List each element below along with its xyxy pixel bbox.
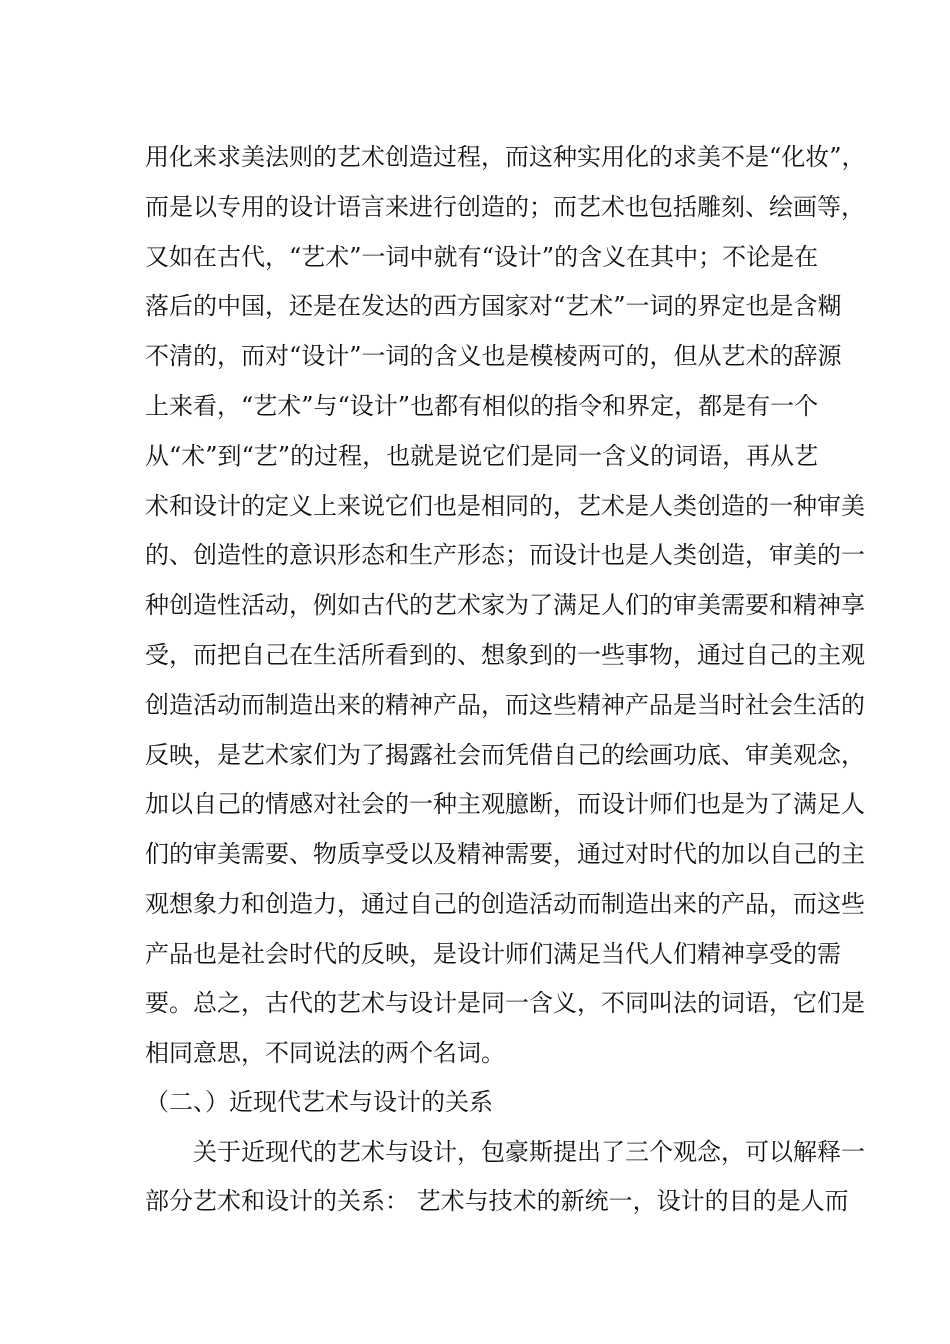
body-line: 种创造性活动，例如古代的艺术家为了满足人们的审美需要和精神享	[145, 591, 865, 619]
body-line: 从“术”到“艺”的过程，也就是说它们是同一含义的词语，再从艺	[145, 442, 819, 470]
body-line: 反映，是艺术家们为了揭露社会而凭借自己的绘画功底、审美观念，	[145, 741, 865, 769]
body-line: 要。总之，古代的艺术与设计是同一含义，不同叫法的词语，它们是	[145, 989, 865, 1017]
section-heading: （二、）近现代艺术与设计的关系	[145, 1088, 493, 1116]
body-line: 用化来求美法则的艺术创造过程，而这种实用化的求美不是“化妆”，	[145, 143, 866, 171]
body-line: 落后的中国，还是在发达的西方国家对“艺术”一词的界定也是含糊	[145, 292, 842, 320]
body-line: 们的审美需要、物质享受以及精神需要，通过对时代的加以自己的主	[145, 840, 865, 868]
body-line: 受，而把自己在生活所看到的、想象到的一些事物，通过自己的主观	[145, 641, 865, 669]
body-line: 关于近现代的艺术与设计，包豪斯提出了三个观念，可以解释一	[193, 1138, 865, 1166]
body-line: 上来看，“艺术”与“设计”也都有相似的指令和界定，都是有一个	[145, 392, 819, 420]
body-line: 相同意思，不同说法的两个名词。	[145, 1039, 505, 1067]
body-line: 加以自己的情感对社会的一种主观臆断，而设计师们也是为了满足人	[145, 790, 865, 818]
body-line: 不清的，而对“设计”一词的含义也是模棱两可的，但从艺术的辞源	[145, 342, 842, 370]
body-line: 产品也是社会时代的反映，是设计师们满足当代人们精神享受的需	[145, 940, 841, 968]
body-line: 而是以专用的设计语言来进行创造的；而艺术也包括雕刻、绘画等，	[145, 193, 865, 221]
body-line: 术和设计的定义上来说它们也是相同的，艺术是人类创造的一种审美	[145, 492, 865, 520]
body-line: 部分艺术和设计的关系： 艺术与技术的新统一，设计的目的是人而	[145, 1187, 849, 1215]
body-line: 又如在古代，“艺术”一词中就有“设计”的含义在其中；不论是在	[145, 243, 819, 271]
body-line: 观想象力和创造力，通过自己的创造活动而制造出来的产品，而这些	[145, 890, 865, 918]
body-line: 创造活动而制造出来的精神产品，而这些精神产品是当时社会生活的	[145, 691, 865, 719]
body-line: 的、创造性的意识形态和生产形态；而设计也是人类创造，审美的一	[145, 541, 865, 569]
